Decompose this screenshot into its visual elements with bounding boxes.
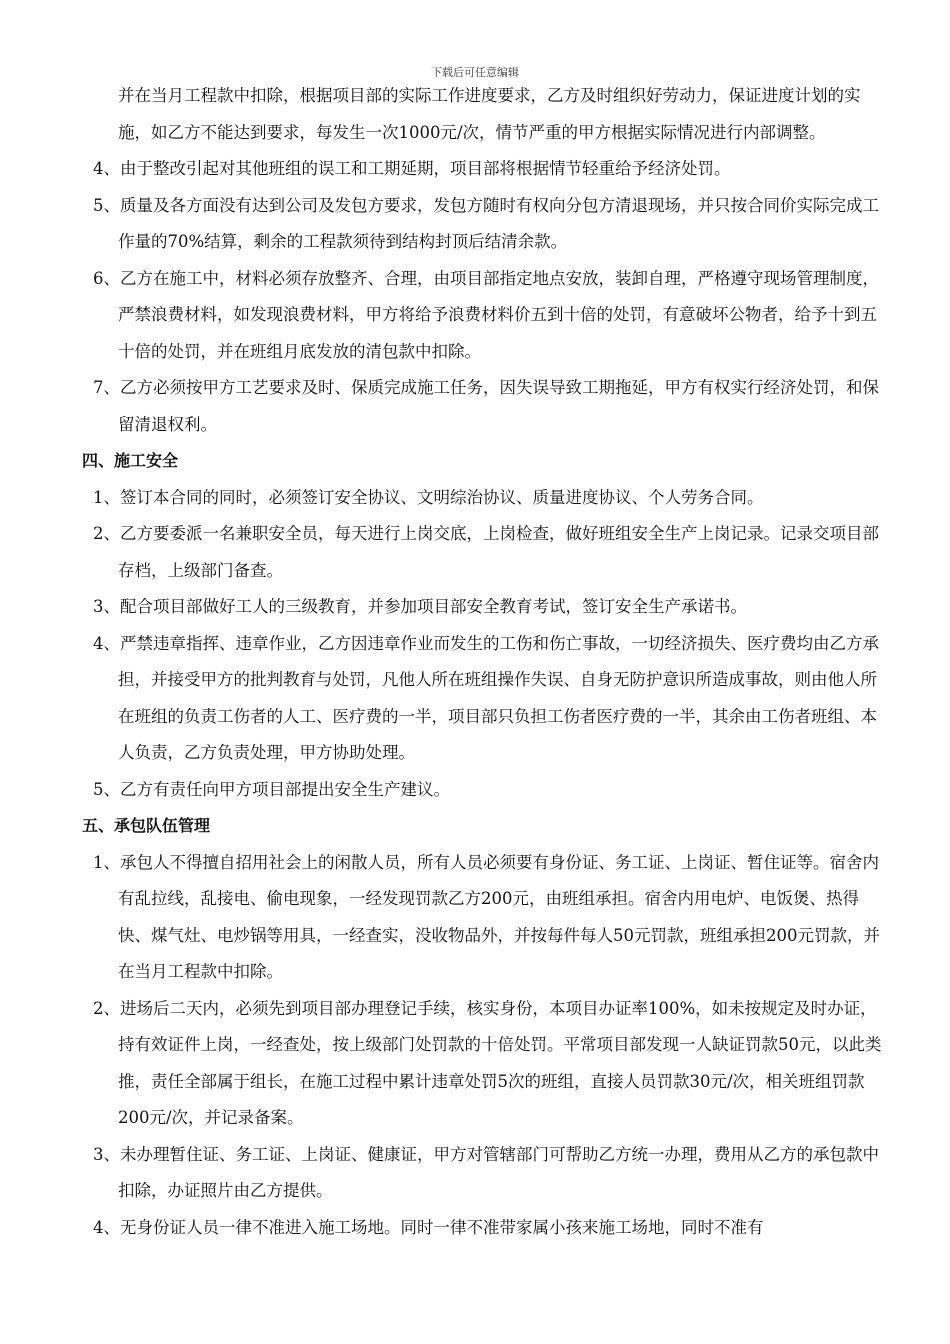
clause-4-3: 3、配合项目部做好工人的三级教育，并参加项目部安全教育考试，签订安全生产承诺书。 bbox=[93, 597, 747, 616]
clause-3-5: 5、质量及各方面没有达到公司及发包方要求，发包方随时有权向分包方清退现场，并只按合同价实际完成工作量的70%结算，剩余的工程款须待到结构封顶后结清余款。 bbox=[93, 195, 879, 251]
clause-4-2: 2、乙方要委派一名兼职安全员，每天进行上岗交底，上岗检查，做好班组安全生产上岗记录。记录交项目部存档，上级部门备查。 bbox=[93, 524, 879, 580]
section-heading-safety: 四、施工安全 bbox=[82, 451, 179, 470]
clause-5-1: 1、承包人不得擅自招用社会上的闲散人员，所有人员必须要有身份证、务工证、上岗证、暂住证等。宿舍内有乱拉线，乱接电、偷电现象，一经发现罚款乙方200元，由班组承担。宿舍内用电炉、电饭煲、热得快、煤气灶、电炒锅等用具，一经查实，没收物品外，并按每件每人50元罚款，班组承担200元罚款，并在当月工程款中扣除。 bbox=[93, 852, 880, 981]
clause-3-7: 7、乙方必须按甲方工艺要求及时、保质完成施工任务，因失误导致工期拖延，甲方有权实行经济处罚，和保留清退权利。 bbox=[93, 378, 879, 434]
clause-5-3: 3、未办理暂住证、务工证、上岗证、健康证，甲方对管辖部门可帮助乙方统一办理，费用从乙方的承包款中扣除，办证照片由乙方提供。 bbox=[93, 1144, 879, 1200]
section-heading-team-management: 五、承包队伍管理 bbox=[82, 816, 211, 835]
paragraph-continuation: 并在当月工程款中扣除，根据项目部的实际工作进度要求，乙方及时组织好劳动力，保证进度计划的实施，如乙方不能达到要求，每发生一次1000元/次，情节严重的甲方根据实际情况进行内部调整。 bbox=[118, 86, 861, 142]
clause-5-2: 2、进场后二天内，必须先到项目部办理登记手续，核实身份，本项目办证率100%，如未按规定及时办证，持有效证件上岗，一经查处，按上级部门处罚款的十倍处罚。平常项目部发现一人缺证罚款50元，以此类推，责任全部属于组长，在施工过程中累计违章处罚5次的班组，直接人员罚款30元/次，相关班组罚款200元/次，并记录备案。 bbox=[93, 998, 882, 1127]
clause-4-4: 4、严禁违章指挥、违章作业，乙方因违章作业而发生的工伤和伤亡事故，一切经济损失、医疗费均由乙方承担，并接受甲方的批判教育与处罚，凡他人所在班组操作失误、自身无防护意识所造成事故，则由他人所在班组的负责工伤者的人工、医疗费的一半，项目部只负担工伤者医疗费的一半，其余由工伤者班组、本人负责，乙方负责处理，甲方协助处理。 bbox=[93, 633, 879, 762]
clause-3-6: 6、乙方在施工中，材料必须存放整齐、合理，由项目部指定地点安放，装卸自理，严格遵守现场管理制度，严禁浪费材料，如发现浪费材料，甲方将给予浪费材料价五到十倍的处罚，有意破坏公物者，给予十到五十倍的处罚，并在班组月底发放的清包款中扣除。 bbox=[93, 268, 879, 361]
clause-4-1: 1、签订本合同的同时，必须签订安全协议、文明综治协议、质量进度协议、个人劳务合同。 bbox=[93, 487, 764, 507]
clause-4-5: 5、乙方有责任向甲方项目部提出安全生产建议。 bbox=[93, 779, 450, 799]
clause-5-4: 4、无身份证人员一律不准进入施工场地。同时一律不准带家属小孩来施工场地，同时不准有 bbox=[93, 1217, 764, 1237]
document-body bbox=[82, 78, 882, 1246]
page-header: 下载后可任意编辑 bbox=[431, 66, 519, 79]
clause-3-4: 4、由于整改引起对其他班组的误工和工期延期，项目部将根据情节轻重给予经济处罚。 bbox=[93, 159, 731, 178]
